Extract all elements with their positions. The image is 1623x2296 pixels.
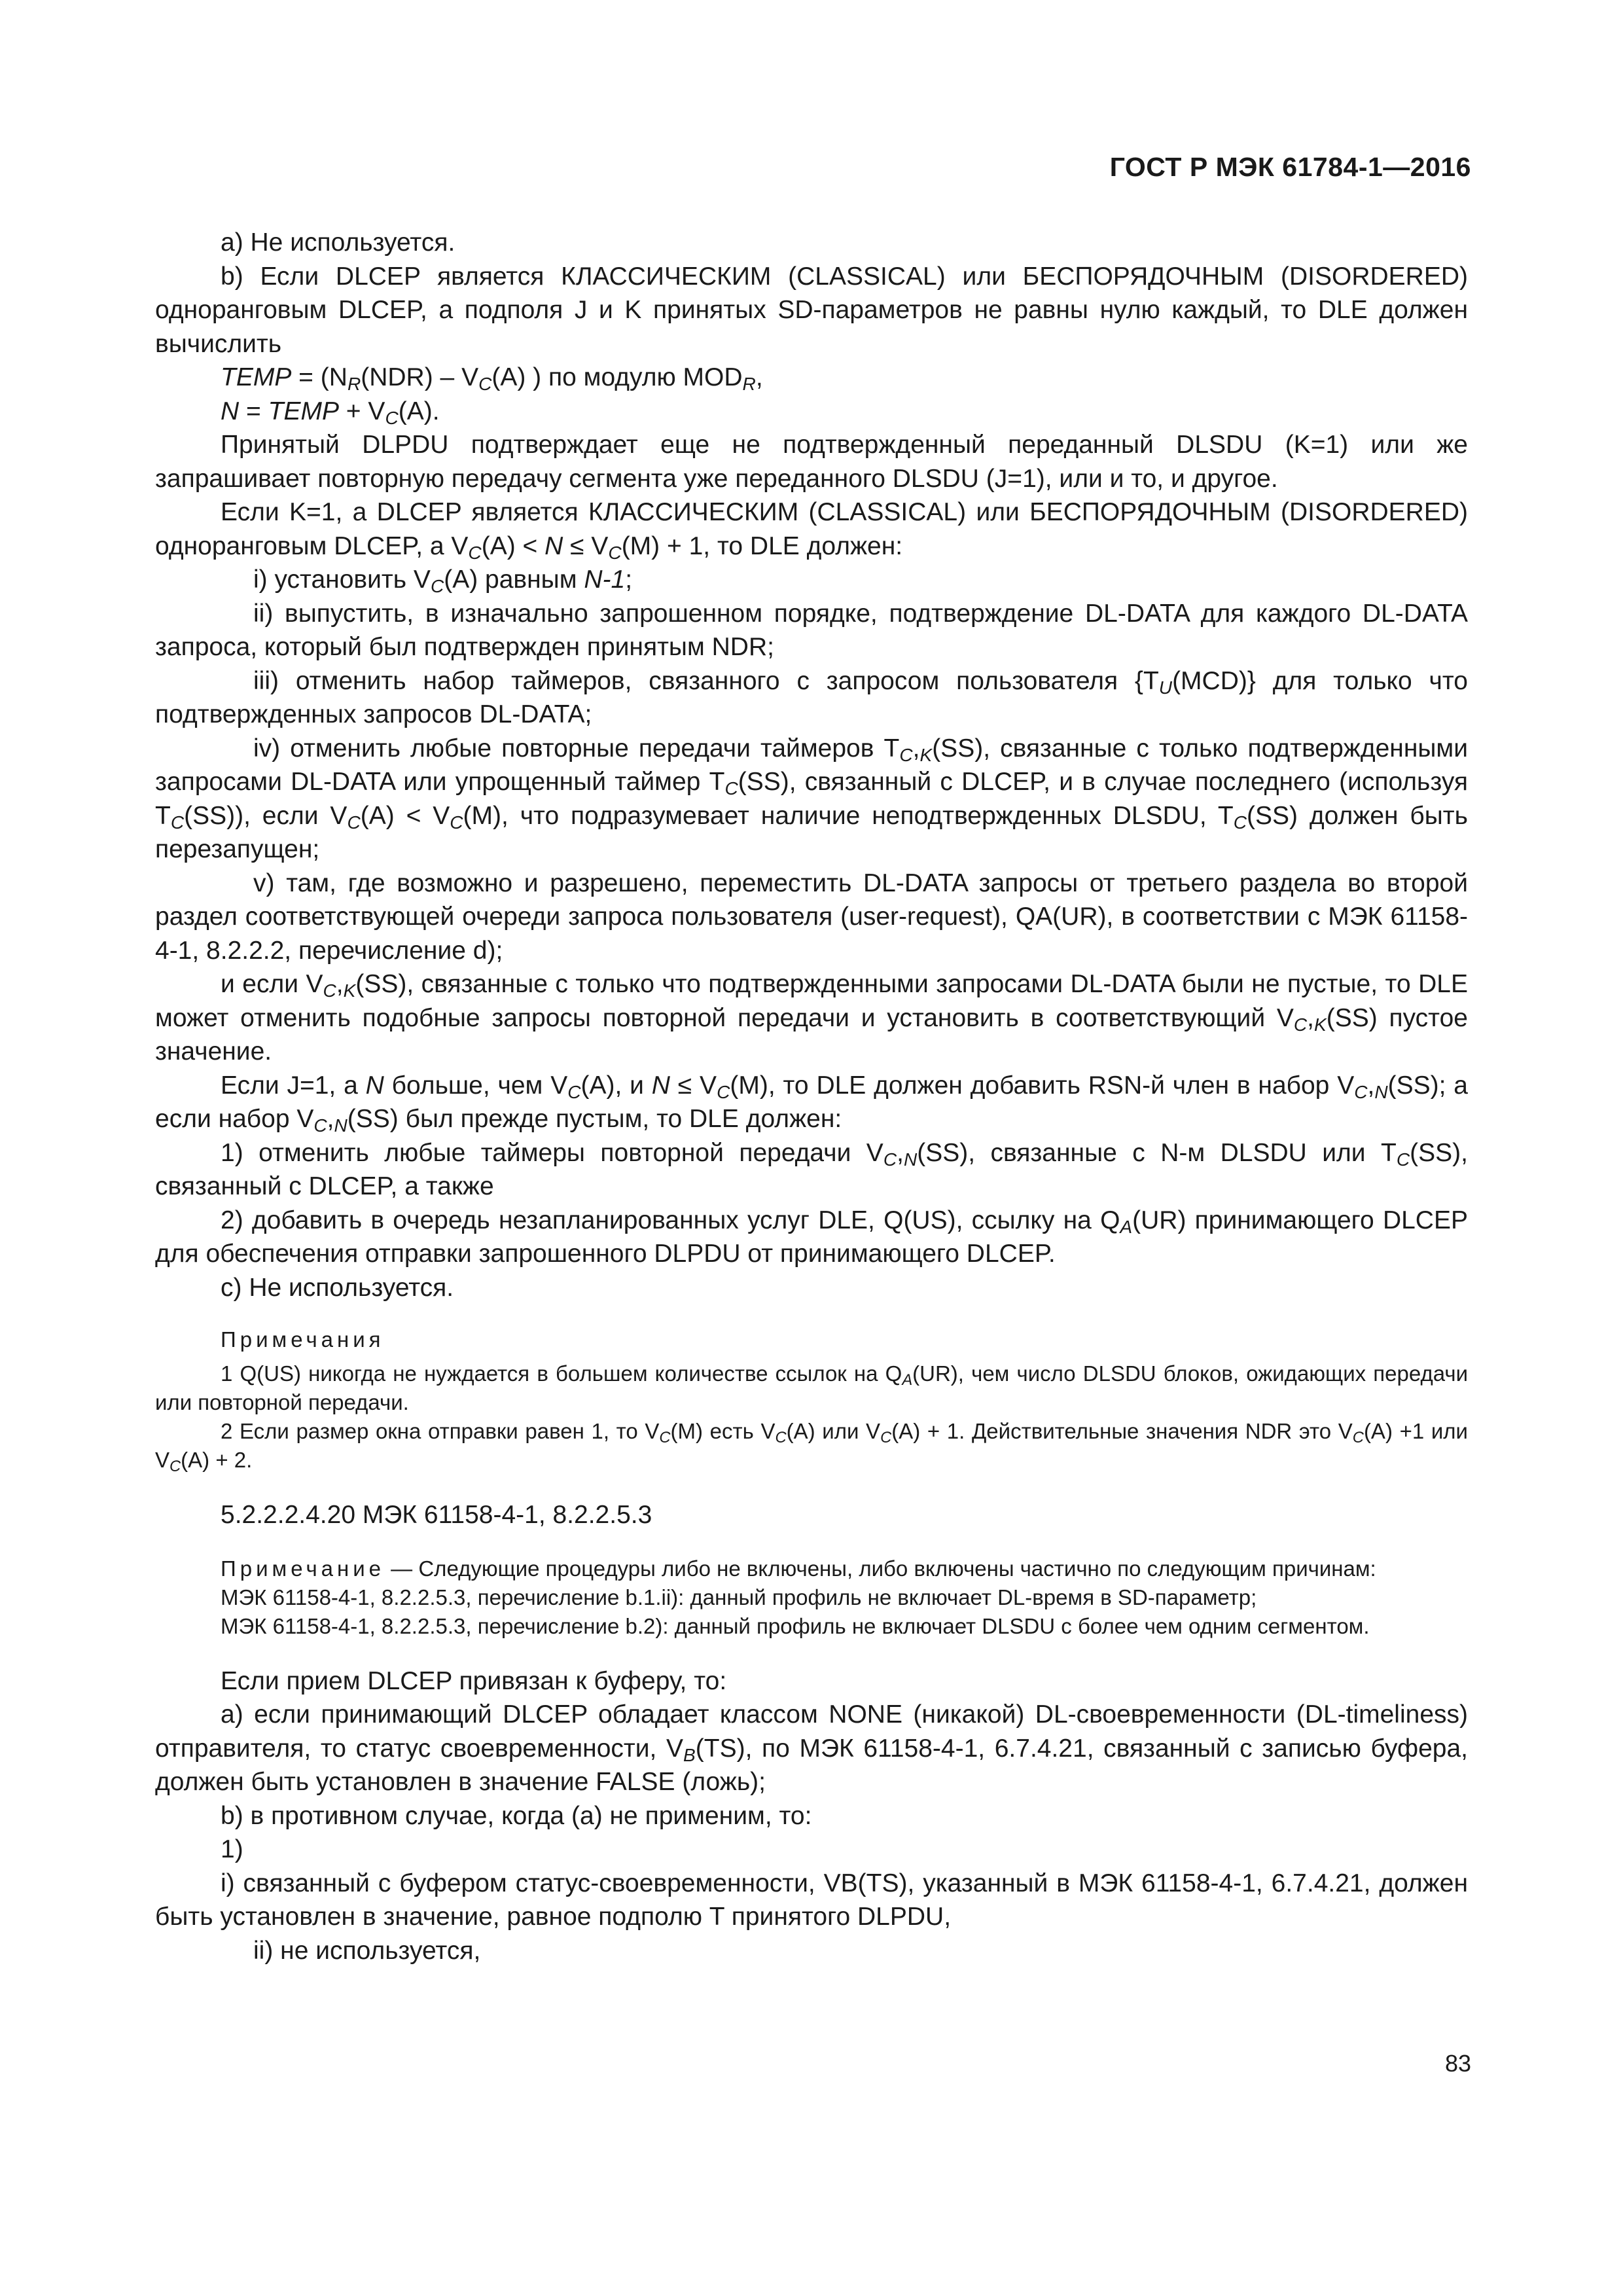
text-run: 2) добавить в очередь незапланированных услуг DLE, Q(US), ссылку на Q	[221, 1206, 1120, 1234]
body-paragraph	[155, 732, 1468, 867]
subscript-text: K	[343, 980, 356, 1001]
subscript-text: C	[450, 812, 463, 833]
text-run: ,	[336, 970, 344, 998]
text-run: ,	[1367, 1071, 1375, 1100]
text-run: Если K=1, а DLCEP является КЛАССИЧЕСКИМ (CLASSICAL) или БЕСПОРЯДОЧНЫМ (DISORDERED) одноранговым DLCEP, а V	[155, 498, 1468, 560]
subscript-text: C	[347, 812, 361, 833]
text-run: + V	[338, 397, 385, 425]
text-run: (UR), чем число DLSDU блоков, ожидающих передачи или повторной передачи.	[155, 1361, 1468, 1414]
body-paragraph	[155, 226, 1468, 260]
text-run: (A) ) по модулю MOD	[491, 363, 743, 391]
text-run: iii) отменить набор таймеров, связанного с запросом пользователя {T	[253, 666, 1159, 695]
subscript-text: C	[169, 1457, 181, 1475]
subscript-text: C	[170, 812, 185, 833]
text-run: TEMP	[221, 363, 292, 391]
text-run: 1 Q(US) никогда не нуждается в большем количестве ссылок на Q	[221, 1361, 902, 1386]
text-run: МЭК 61158-4-1, 8.2.2.5.3, перечисление b.1.ii): данный профиль не включает DL-время в SD-параметр;	[221, 1585, 1257, 1609]
text-run: (M), что подразумевает наличие неподтвержденных DLSDU, T	[463, 801, 1234, 830]
body-paragraph	[155, 967, 1468, 1069]
subscript-text: C	[385, 407, 399, 428]
subscript-text: U	[1158, 677, 1173, 698]
text-run: iv) отменить любые повторные передачи таймеров T	[253, 734, 900, 762]
subscript-text: C	[775, 1428, 787, 1446]
body-paragraph	[155, 1867, 1468, 1934]
note-paragraph	[155, 1583, 1468, 1612]
body-paragraph	[155, 867, 1468, 968]
subscript-text: C	[717, 1081, 730, 1102]
text-run: b) Если DLCEP является КЛАССИЧЕСКИМ (CLASSICAL) или БЕСПОРЯДОЧНЫМ (DISORDERED) одноранговым DLCEP, а подполя J и K принятых SD-параметров не равны нулю каждый, то DLE должен вычислить	[155, 262, 1468, 358]
text-run: (A) < V	[360, 801, 450, 830]
text-run: b) в противном случае, когда (a) не применим, то:	[221, 1801, 812, 1830]
text-run: (A) +1 или V	[155, 1419, 1468, 1472]
subscript-text: C	[1396, 1149, 1410, 1170]
subscript-text: C	[567, 1081, 581, 1102]
page-number: 83	[1444, 2050, 1471, 2077]
text-run: (NDR) – V	[361, 363, 479, 391]
subscript-text: C	[883, 1149, 897, 1170]
subscript-text: C	[608, 542, 622, 563]
text-run: Принятый DLPDU подтверждает еще не подтвержденный переданный DLSDU (K=1) или же запрашивает повторную передачу сегмента уже переданного DLSDU (J=1), или и то, и другое.	[155, 431, 1468, 493]
text-run: i) связанный с буфером статус-своевременности, VB(TS), указанный в МЭК 61158-4-1, 6.7.4.21, должен быть установлен в значение, равное подполю T принятого DLPDU,	[155, 1869, 1468, 1931]
text-run: ii) не используется,	[253, 1936, 481, 1965]
text-run: (SS), связанные с N-м DLSDU или T	[917, 1138, 1397, 1167]
subscript-text: C	[1293, 1014, 1308, 1035]
text-run: N	[651, 1071, 670, 1100]
body-paragraph	[155, 495, 1468, 563]
document-designation: ГОСТ Р МЭК 61784-1—2016	[1109, 152, 1471, 182]
text-run: ,	[897, 1138, 904, 1167]
text-run: (A) равным	[444, 565, 584, 594]
subscript-text: N	[334, 1115, 348, 1136]
text-run: N	[221, 397, 240, 425]
text-run: (A).	[398, 397, 440, 425]
subscript-text: C	[1233, 812, 1247, 833]
text-run: (SS)), если V	[184, 801, 348, 830]
text-run: v) там, где возможно и разрешено, переместить DL-DATA запросы от третьего раздела во второй раздел соответствующей очереди запроса пользователя (user-request), QA(UR), в соответствии с МЭК 61158-4-1, 8.2.2.2, перечисление d);	[155, 869, 1468, 965]
text-run: (SS) был прежде пустым, то DLE должен:	[347, 1105, 842, 1133]
text-run: 5.2.2.2.4.20 МЭК 61158-4-1, 8.2.2.5.3	[221, 1501, 652, 1529]
text-run: (A) + 1. Действительные значения NDR это V	[891, 1419, 1353, 1443]
notes-block	[155, 1325, 1468, 1475]
body-paragraph	[155, 1498, 1468, 1532]
body-paragraph	[155, 563, 1468, 597]
text-run: (SS), связанный с DLCEP, и в случае последнего (используя T	[155, 768, 1468, 830]
text-run: N	[365, 1071, 384, 1100]
text-run: ,	[755, 363, 763, 391]
subscript-text: R	[347, 374, 361, 395]
text-run: ,	[912, 734, 920, 762]
body-paragraph	[155, 1799, 1468, 1833]
subscript-text: B	[683, 1744, 696, 1765]
text-run: 2 Если размер окна отправки равен 1, то V	[221, 1419, 660, 1443]
text-run: (M) есть V	[670, 1419, 776, 1443]
subscript-text: K	[1314, 1014, 1327, 1035]
text-run: (M) + 1, то DLE должен:	[621, 531, 903, 560]
text-run: больше, чем V	[383, 1071, 568, 1100]
text-run: (UR) принимающего DLCEP для обеспечения отправки запрошенного DLPDU от принимающего DLCEP.	[155, 1206, 1468, 1268]
text-run: (SS), связанные с только что подтвержденными запросами DL-DATA были не пустые, то DLE может отменить подобные запросы повторной передачи и установить в соответствующий V	[155, 970, 1469, 1032]
text-run: ii) выпустить, в изначально запрошенном порядке, подтверждение DL-DATA для каждого DL-DATA запроса, который был подтвержден принятым NDR;	[155, 599, 1468, 661]
subscript-text: C	[468, 542, 482, 563]
body-paragraph	[155, 1136, 1468, 1204]
body-paragraph	[155, 664, 1468, 732]
body-paragraph	[155, 395, 1468, 429]
text-run: =	[239, 397, 268, 425]
text-run: a) если принимающий DLCEP обладает классом NONE (никакой) DL-своевременности (DL-timeliness) отправителя, то статус своевременности, V	[155, 1700, 1468, 1763]
subscript-text: C	[724, 778, 738, 799]
text-run: N-1	[584, 565, 626, 594]
text-run: МЭК 61158-4-1, 8.2.2.5.3, перечисление b.2): данный профиль не включает DLSDU с более чем одним сегментом.	[221, 1613, 1370, 1638]
text-run: ,	[327, 1105, 334, 1133]
body-paragraph	[155, 1664, 1468, 1698]
body-paragraph	[155, 361, 1468, 395]
subscript-text: C	[1352, 1428, 1364, 1446]
text-run: 1) отменить любые таймеры повторной передачи V	[221, 1138, 883, 1167]
text-run: 1)	[221, 1835, 243, 1863]
text-run: = (N	[291, 363, 348, 391]
subscript-text: A	[1120, 1216, 1133, 1237]
text-run: и если V	[221, 970, 323, 998]
body-paragraph	[155, 1934, 1468, 1968]
notes-block	[155, 1554, 1468, 1641]
subscript-text: N	[903, 1149, 918, 1170]
note-paragraph	[155, 1612, 1468, 1641]
text-run: (M), то DLE должен добавить RSN-й член в набор V	[730, 1071, 1355, 1100]
subscript-text: C	[1354, 1081, 1368, 1102]
note-paragraph	[155, 1359, 1468, 1417]
text-run: N	[544, 531, 563, 560]
text-run: (A), и	[580, 1071, 652, 1100]
subscript-text: C	[899, 744, 913, 765]
text-run: (A) + 2.	[181, 1448, 253, 1472]
body-paragraph	[155, 260, 1468, 361]
note-paragraph	[155, 1554, 1468, 1583]
text-run: ;	[625, 565, 633, 594]
body-paragraph	[155, 428, 1468, 495]
text-run: (SS) пустое значение.	[155, 1003, 1468, 1066]
body-paragraph	[155, 1271, 1468, 1305]
text-run: (TS), по МЭК 61158-4-1, 6.7.4.21, связанный с записью буфера, должен быть установлен в значение FALSE (ложь);	[155, 1734, 1469, 1796]
text-run: (SS), связанный с DLCEP, а также	[155, 1138, 1468, 1200]
text-run: (SS) должен быть перезапущен;	[155, 801, 1468, 863]
subscript-text: C	[323, 980, 336, 1001]
text-run: (A) или V	[786, 1419, 881, 1443]
subscript-text: C	[313, 1115, 327, 1136]
text-run: ,	[1307, 1003, 1315, 1032]
text-run: Если прием DLCEP привязан к буферу, то:	[221, 1666, 727, 1695]
body-paragraph	[155, 1833, 1468, 1867]
text-run: — Следующие процедуры либо не включены, либо включены частично по следующим причинам:	[385, 1556, 1376, 1581]
document-body	[155, 226, 1468, 1967]
note-paragraph	[155, 1417, 1468, 1475]
text-run: i) установить V	[253, 565, 431, 594]
subscript-text: C	[880, 1428, 892, 1446]
subscript-text: C	[478, 374, 492, 395]
text-run: (SS), связанные с только подтвержденными запросами DL-DATA или упрощенный таймер T	[155, 734, 1468, 796]
body-paragraph	[155, 1204, 1468, 1271]
text-run: Если J=1, а	[221, 1071, 366, 1100]
text-run: (MCD)} для только что подтвержденных запросов DL-DATA;	[155, 666, 1468, 728]
subscript-text: R	[742, 374, 756, 395]
text-run: a) Не используется.	[221, 228, 455, 257]
text-run: ≤ V	[563, 531, 609, 560]
subscript-text: A	[902, 1371, 913, 1389]
body-paragraph	[155, 1069, 1468, 1136]
subscript-text: C	[659, 1428, 671, 1446]
note-paragraph	[155, 1325, 1468, 1354]
text-run: ≤ V	[669, 1071, 717, 1100]
subscript-text: N	[1374, 1081, 1388, 1102]
text-run: TEMP	[268, 397, 339, 425]
body-paragraph	[155, 1698, 1468, 1799]
text-run: (A) <	[481, 531, 545, 560]
text-run: Примечание	[221, 1556, 385, 1581]
subscript-text: K	[919, 744, 933, 765]
subscript-text: C	[430, 576, 444, 597]
text-run: c) Не используется.	[221, 1273, 454, 1302]
body-paragraph	[155, 597, 1468, 664]
text-run: Примечания	[221, 1327, 385, 1352]
text-run: (SS); а если набор V	[155, 1071, 1468, 1133]
